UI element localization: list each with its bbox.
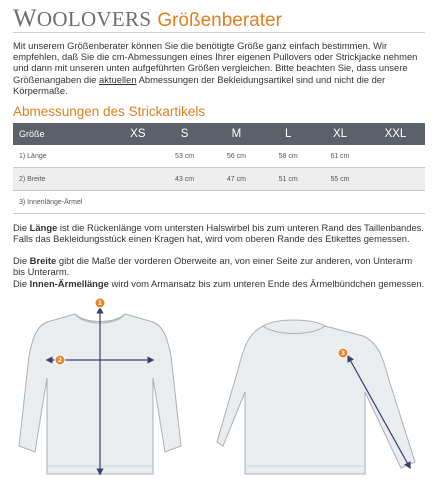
header-size-xxl: XXL bbox=[366, 123, 425, 145]
header-size-l: L bbox=[262, 123, 314, 145]
table-cell: 43 cm bbox=[159, 168, 211, 191]
table-row-length bbox=[13, 145, 425, 168]
marker-2-badge bbox=[55, 355, 65, 365]
table-cell: 47 cm bbox=[210, 168, 262, 191]
definition-width: Die Breite gibt die Maße der vorderen Oberweite an, von einer Seite zur anderen, von Unterarm bis Unterarm. bbox=[13, 255, 413, 278]
table-cell bbox=[262, 191, 314, 214]
definition-sleeve: Die Innen-Ärmellänge wird vom Armansatz bis zum unteren Ende des Ärmelbündchen gemessen. bbox=[13, 278, 425, 289]
header-divider bbox=[13, 32, 425, 33]
table-cell bbox=[366, 145, 425, 168]
svg-text:2: 2 bbox=[57, 357, 63, 364]
measurement-diagram bbox=[13, 296, 425, 496]
table-cell bbox=[366, 168, 425, 191]
section-title: Abmessungen des Strickartikels bbox=[13, 104, 206, 119]
row-label: 2) Breite bbox=[13, 168, 117, 191]
header-size-label: Größe bbox=[13, 123, 117, 145]
marker-3-badge bbox=[338, 348, 348, 358]
header-size-s: S bbox=[159, 123, 211, 145]
svg-text:1: 1 bbox=[97, 300, 103, 307]
table-row-width bbox=[13, 168, 425, 191]
table-row-sleeve bbox=[13, 191, 425, 214]
header-size-xs: XS bbox=[117, 123, 159, 145]
table-cell: 56 cm bbox=[210, 145, 262, 168]
size-table bbox=[13, 123, 425, 214]
table-cell bbox=[159, 191, 211, 214]
intro-paragraph: Mit unserem Größenberater können Sie die benötigte Größe ganz einfach bestimmen. Wir empfehlen, daß Sie die cm-Abmessungen eines Ihrer eigenen Pullovers oder Strickjacke nehmen und dann mit unseren unten aufgeführten Größen vergleichen. Bitte beachten Sie, dass unsere Größenangaben die aktuellen Abmessungen der Bekleidungsartikel sind und nicht die der Körpermaße. bbox=[13, 40, 418, 96]
table-cell bbox=[117, 168, 159, 191]
table-cell: 61 cm bbox=[314, 145, 366, 168]
definition-length: Die Länge ist die Rückenlänge vom untersten Halswirbel bis zum unteren Rand des Taillenbandes. Falls das Bekleidungsstück einen Kragen hat, wird vom oberen Rande des Etikettes gemessen. bbox=[13, 222, 424, 245]
row-label: 3) Innenlänge-Ärmel bbox=[13, 191, 117, 214]
header bbox=[13, 5, 282, 32]
size-table-header-row bbox=[13, 123, 425, 145]
brand-logo: WOOLOVERS bbox=[13, 5, 152, 32]
sweater-side-illustration bbox=[217, 320, 415, 474]
intro-underlined-word: aktuellen bbox=[99, 73, 137, 85]
header-size-m: M bbox=[210, 123, 262, 145]
table-cell bbox=[210, 191, 262, 214]
table-cell: 53 cm bbox=[159, 145, 211, 168]
table-cell bbox=[117, 191, 159, 214]
table-cell: 58 cm bbox=[262, 145, 314, 168]
marker-1-badge bbox=[95, 298, 105, 308]
row-label: 1) Länge bbox=[13, 145, 117, 168]
table-cell bbox=[117, 145, 159, 168]
table-cell: 55 cm bbox=[314, 168, 366, 191]
page-title: Größenberater bbox=[157, 10, 282, 31]
table-cell: 51 cm bbox=[262, 168, 314, 191]
table-cell bbox=[314, 191, 366, 214]
svg-text:3: 3 bbox=[340, 350, 346, 357]
table-cell bbox=[366, 191, 425, 214]
header-size-xl: XL bbox=[314, 123, 366, 145]
